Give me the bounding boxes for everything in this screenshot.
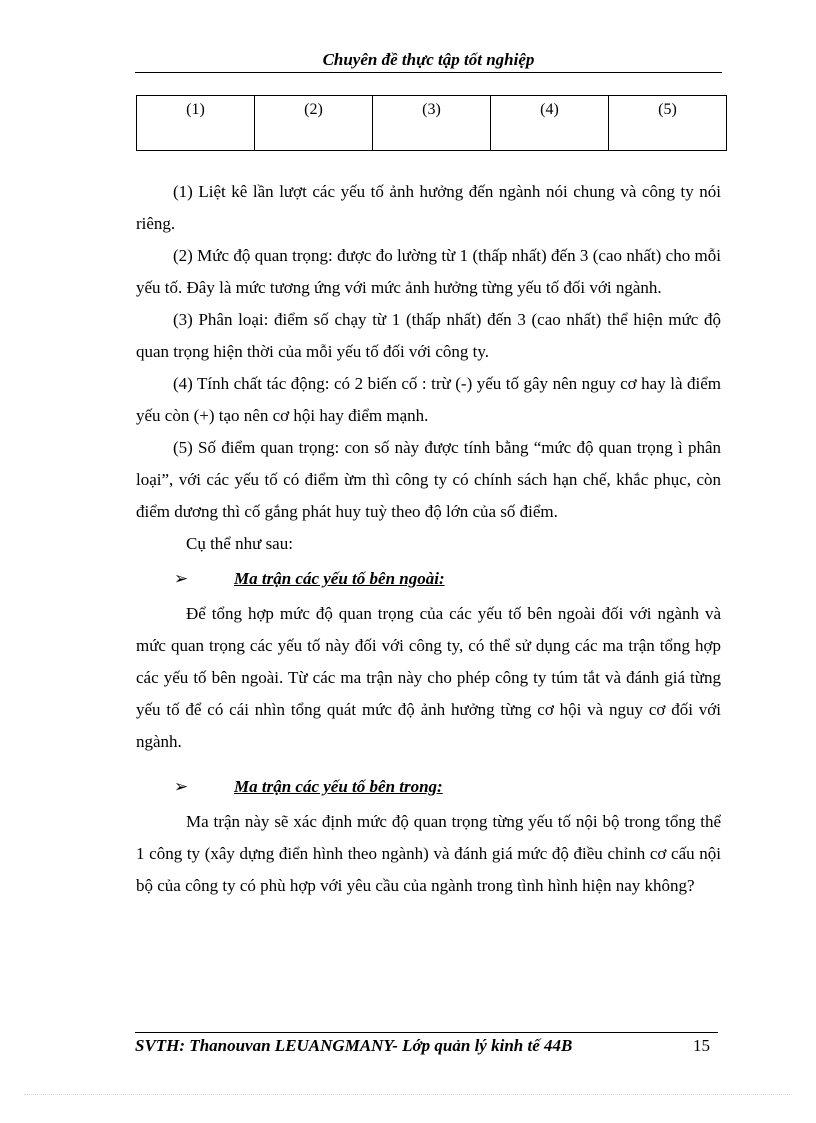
- section-paragraph: Để tổng hợp mức độ quan trọng của các yếu tố bên ngoài đối với ngành và mức quan trọng các yếu tố này đối với công ty, có thể sử dụng các ma trận tổng hợp các yếu tố bên ngoài. Từ các ma trận này cho phép công ty túm tắt và đánh giá từng yếu tố để có cái nhìn tổng quát mức độ ảnh hưởng từng cơ hội và nguy cơ đối với ngành.: [136, 604, 721, 751]
- paragraph-3: (3) Phân loại: điểm số chạy từ 1 (thấp nhất) đến 3 (cao nhất) thể hiện mức độ quan trọng hiện thời của mỗi yếu tố đối với công ty.: [136, 310, 721, 361]
- header-divider: [135, 72, 722, 73]
- section-heading-external: [136, 563, 721, 595]
- page-number: 15: [693, 1036, 710, 1055]
- table-cell: (2): [255, 96, 373, 151]
- paragraph-2: (2) Mức độ quan trọng: được đo lường từ 1 (thấp nhất) đến 3 (cao nhất) cho mỗi yếu tố. Đây là mức tương ứng với mức ảnh hưởng từng yếu tố đối với ngành.: [136, 246, 721, 297]
- column-legend-table: [136, 95, 727, 151]
- footer-credit: SVTH: Thanouvan LEUANGMANY- Lớp quản lý kinh tế 44B: [135, 1036, 573, 1055]
- page-header-title: Chuyên đề thực tập tốt nghiệp: [322, 50, 535, 69]
- section-heading-internal: [136, 771, 721, 803]
- section-title: Ma trận các yếu tố bên ngoài:: [234, 569, 445, 588]
- table-cell: (5): [609, 96, 727, 151]
- arrow-bullet-icon: ➢: [174, 569, 189, 588]
- section-paragraph: Ma trận này sẽ xác định mức độ quan trọng từng yếu tố nội bộ trong tổng thể 1 công ty (xây dựng điển hình theo ngành) và đánh giá mức độ điều chỉnh cơ cấu nội bộ của công ty có phù hợp với yêu cầu của ngành trong tình hình hiện nay không?: [136, 812, 721, 895]
- arrow-bullet-icon: ➢: [174, 777, 189, 796]
- table-cell: (1): [137, 96, 255, 151]
- paragraph-4: (4) Tính chất tác động: có 2 biến cố : trừ (-) yếu tố gây nên nguy cơ hay là điểm yếu còn (+) tạo nên cơ hội hay điểm mạnh.: [136, 374, 721, 425]
- paragraph-1: (1) Liệt kê lần lượt các yếu tố ảnh hưởng đến ngành nói chung và công ty nói riêng.: [136, 182, 721, 233]
- section-title: Ma trận các yếu tố bên trong:: [234, 777, 443, 796]
- footer-divider: [135, 1032, 718, 1033]
- paragraph-6: Cụ thể như sau:: [186, 534, 293, 553]
- document-body: [136, 176, 721, 902]
- page-footer: [135, 1036, 718, 1056]
- table-cell: (4): [491, 96, 609, 151]
- paragraph-5: (5) Số điểm quan trọng: con số này được tính bằng “mức độ quan trọng ì phân loại”, với các yếu tố có điểm ừm thì công ty có chính sách hạn chế, khắc phục, còn điểm dương thì cố gắng phát huy tuỳ theo độ lớn của số điểm.: [136, 438, 721, 521]
- table-cell: (3): [373, 96, 491, 151]
- page-bottom-dotted-line: [24, 1094, 792, 1095]
